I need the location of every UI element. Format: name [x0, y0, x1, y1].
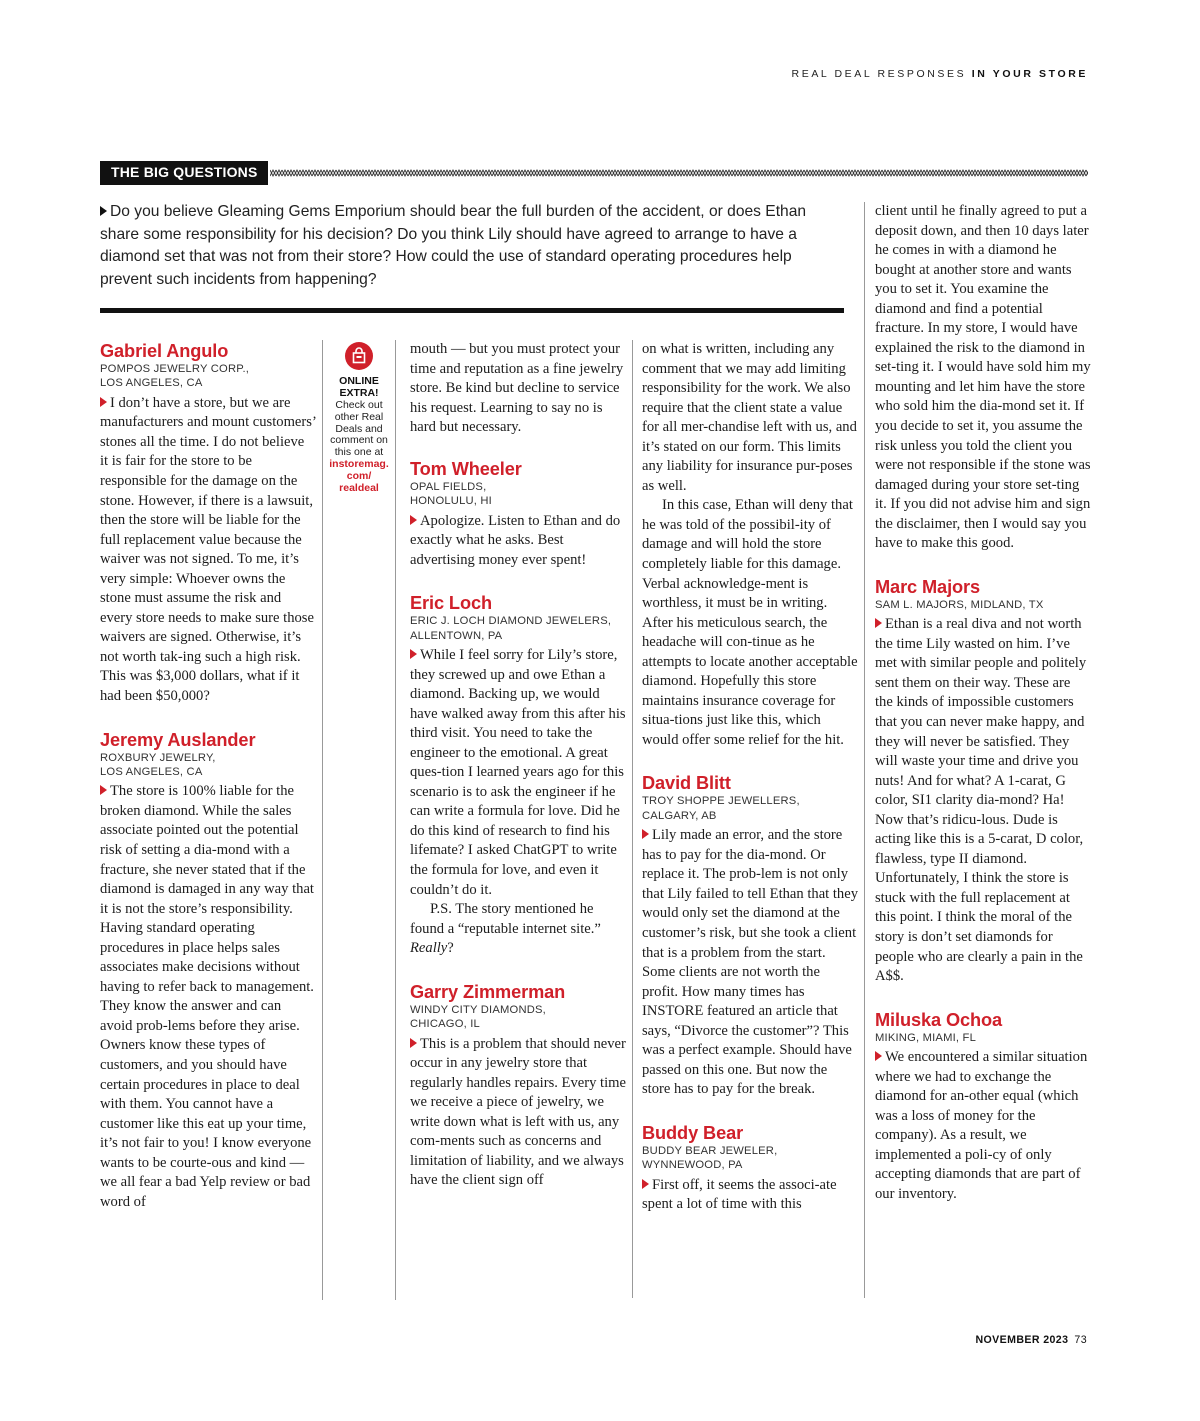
triangle-bullet-icon [410, 649, 417, 659]
column-3 [642, 340, 858, 1215]
respondent-affiliation: ERIC J. LOCH DIAMOND JEWELERS, ALLENTOWN, PA [410, 615, 612, 642]
big-questions-label: THE BIG QUESTIONS [100, 161, 268, 185]
respondent-affiliation: WINDY CITY DIAMONDS, CHICAGO, IL [410, 1003, 546, 1031]
triangle-bullet-icon [100, 397, 107, 407]
respondent-affiliation: SAM L. MAJORS, MIDLAND, TX [875, 598, 1044, 611]
page-footer [975, 1334, 1087, 1346]
response-text: We encountered a similar situation where we had to exchange the diamond for an-other equal (which was a loss of money for the company). As a result, we implemented a poli-cy of only accepting diamonds that are part of our inventory. [875, 1049, 1088, 1202]
triangle-bullet-icon [410, 515, 417, 525]
column-4 [875, 202, 1091, 1204]
response-text: While I feel sorry for Lily’s store, they screwed up and owe Ethan a diamond. Backing up, we would have walked away from this after his third visit. You need to take the engineer to the emotional. A great ques-tion I learned years ago for this scenario is to ask the engineer if he can write a formula for love. Did he do this kind of research to find his lifemate? I asked ChatGPT to write the formula for love, and even it couldn’t do it. [410, 647, 626, 898]
shopping-bag-icon [345, 342, 373, 370]
page-number: 73 [1074, 1334, 1087, 1346]
big-questions-body: Do you believe Gleaming Gems Emporium should bear the full burden of the accident, or does Ethan share some responsibility for his decision? Do you think Lily should have agreed to arrange to have a diamond set that was not from their store? How could the use of standard operating procedures help prevent such incidents from happening? [100, 203, 807, 288]
response-text: I don’t have a store, but we are manufacturers and mount customers’ stones all the time. I do not believe it is fair for the store to be responsible for the damage on the stone. However, if there is a lawsuit, then the store will be liable for the full replacement value because the waiver was not signed. To me, it’s very simple: Whoever owns the stone must assume the risk and every store needs to make sure those waivers are signed. Otherwise, it’s not worth tak-ing such a high risk. This was $3,000 dollars, what if it had been $50,000? [100, 394, 316, 705]
triangle-bullet-icon [100, 206, 107, 216]
respondent-affiliation: POMPOS JEWELRY CORP., LOS ANGELES, CA [100, 363, 250, 390]
response-text: First off, it seems the associ-ate spent a lot of time with this [642, 1176, 837, 1213]
respondent-affiliation: BUDDY BEAR JEWELER, WYNNEWOOD, PA [642, 1144, 778, 1172]
respondent-name: Garry Zimmerman [410, 981, 566, 1002]
section-rule [100, 308, 844, 313]
column-divider [632, 340, 633, 1298]
section-name: REAL DEAL RESPONSES [791, 68, 967, 80]
respondent-name: Eric Loch [410, 593, 492, 614]
response-text: P.S. The story mentioned he found a “reputable internet site.” Really? [410, 901, 601, 957]
triangle-bullet-icon [642, 1179, 649, 1189]
respondent-name: Tom Wheeler [410, 458, 522, 479]
respondent-name: David Blitt [642, 773, 731, 794]
respondent-name: Gabriel Angulo [100, 341, 229, 361]
respondent-name: Miluska Ochoa [875, 1009, 1003, 1030]
zigzag-rule [270, 168, 1088, 178]
response-text: The store is 100% liable for the broken diamond. While the sales associate pointed out the potential risk of setting a dia-mond with a fracture, she never stated that if the diamond is damaged in any way that it is not the store’s responsibility. Having standard operating procedures in place helps sales associates make decisions without having to refer back to management. They know the answer and can avoid prob-lems before they arise. Owners know these types of customers, and you should have certain procedures in place to deal with them. You cannot have a customer like this eat up your time, it’s not fair to you! I know everyone wants to be courte-ous and kind — we all fear a bad Yelp review or bad word of [100, 783, 314, 1210]
respondent-affiliation: TROY SHOPPE JEWELLERS, CALGARY, AB [642, 795, 800, 822]
triangle-bullet-icon [642, 829, 649, 839]
respondent-name: Buddy Bear [642, 1122, 744, 1143]
respondent-name: Marc Majors [875, 576, 981, 597]
triangle-bullet-icon [100, 785, 107, 795]
online-extra-box [322, 340, 396, 1300]
department-name: IN YOUR STORE [971, 68, 1088, 80]
respondent-affiliation: OPAL FIELDS, HONOLULU, HI [410, 480, 492, 508]
response-text: client until he finally agreed to put a deposit down, and then 10 days later he comes in with a diamond he bought at another store and wants you to set it. You examine the diamond and find a potential fracture. In my store, I would have explained the risk to the diamond in set-ting it. I would have sold him my mounting and let him have the store who sold him the dia-mond set it. If you decide to set it, you assume the risk unless you told the client you were not responsible if the stone was damaged during your store set-ting it. If you did not advise him and sign the disclaimer, then I would say you have to make this good. [875, 203, 1091, 552]
online-extra-body: Check out other Real Deals and comment on this one at [330, 399, 388, 459]
big-questions-text [100, 201, 848, 291]
column-2 [410, 340, 626, 1191]
respondent-name: Jeremy Auslander [100, 729, 256, 750]
issue-date: NOVEMBER 2023 [975, 1334, 1069, 1346]
triangle-bullet-icon [410, 1038, 417, 1048]
response-text: mouth — but you must protect your time and reputation as a fine jewelry store. Be kind but decline to service his request. Learning to say no is hard but necessary. [410, 341, 624, 436]
column-1 [100, 340, 316, 1212]
respondent-affiliation: ROXBURY JEWELRY, LOS ANGELES, CA [100, 751, 216, 778]
online-extra-title: ONLINE EXTRA! [339, 375, 379, 399]
column-divider [864, 202, 865, 1298]
response-text: Apologize. Listen to Ethan and do exactly what he asks. Best advertising money ever spent! [410, 512, 621, 568]
online-extra-link[interactable]: instoremag. com/ realdeal [329, 457, 389, 494]
running-header [792, 68, 1088, 80]
response-text: This is a problem that should never occur in any jewelry store that regularly handles repairs. Every time we receive a piece of jewelry, we write down what is left with us, any com-ments such as concerns and limitation of liability, and we always have the client sign off [410, 1035, 626, 1189]
respondent-affiliation: MIKING, MIAMI, FL [875, 1031, 976, 1044]
response-text: Lily made an error, and the store has to pay for the dia-mond. Or replace it. The prob-lem is not only that Lily failed to tell Ethan that they would only set the diamond at the customer’s risk, but she took a client that is a problem from the start. Some clients are not worth the profit. How many times has INSTORE featured an article that says, “Divorce the customer”? This was a perfect example. Should have passed on this one. But now the store has to pay for the break. [642, 827, 859, 1098]
response-text: In this case, Ethan will deny that he was told of the possibil-ity of damage and will hold the store completely liable for this damage. Verbal acknowledge-ment is worthless, it must be in writing. After his meticulous search, the headache will con-tinue as he attempts to locate another acceptable diamond. Hopefully this store maintains insurance coverage for situa-tions just like this, which would offer some relief for the hit. [642, 497, 858, 748]
triangle-bullet-icon [875, 1051, 882, 1061]
response-text: Ethan is a real diva and not worth the time Lily wasted on him. I’ve met with similar people and politely sent them on their way. These are the kinds of impossible customers that you can never make happy, and they will never be satisfied. They will waste your time and drive you nuts! And for what? A 1-carat, G color, SI1 clarity dia-mond? Ha! Now that’s ridicu-lous. Dude is acting like this is a 5-carat, D color, flawless, type II diamond. Unfortunately, I think the store is stuck with the full replacement at this point. I think the moral of the story is don’t set diamonds for people who are clearly a pain in the A$$. [875, 616, 1087, 985]
triangle-bullet-icon [875, 618, 882, 628]
response-text: on what is written, including any comment that we may add limiting responsibility for the work. We also require that the client state a value for all mer-chandise left with us, and it’s stated on our form. This limits any liability for insurance pur-poses as well. [642, 341, 857, 494]
